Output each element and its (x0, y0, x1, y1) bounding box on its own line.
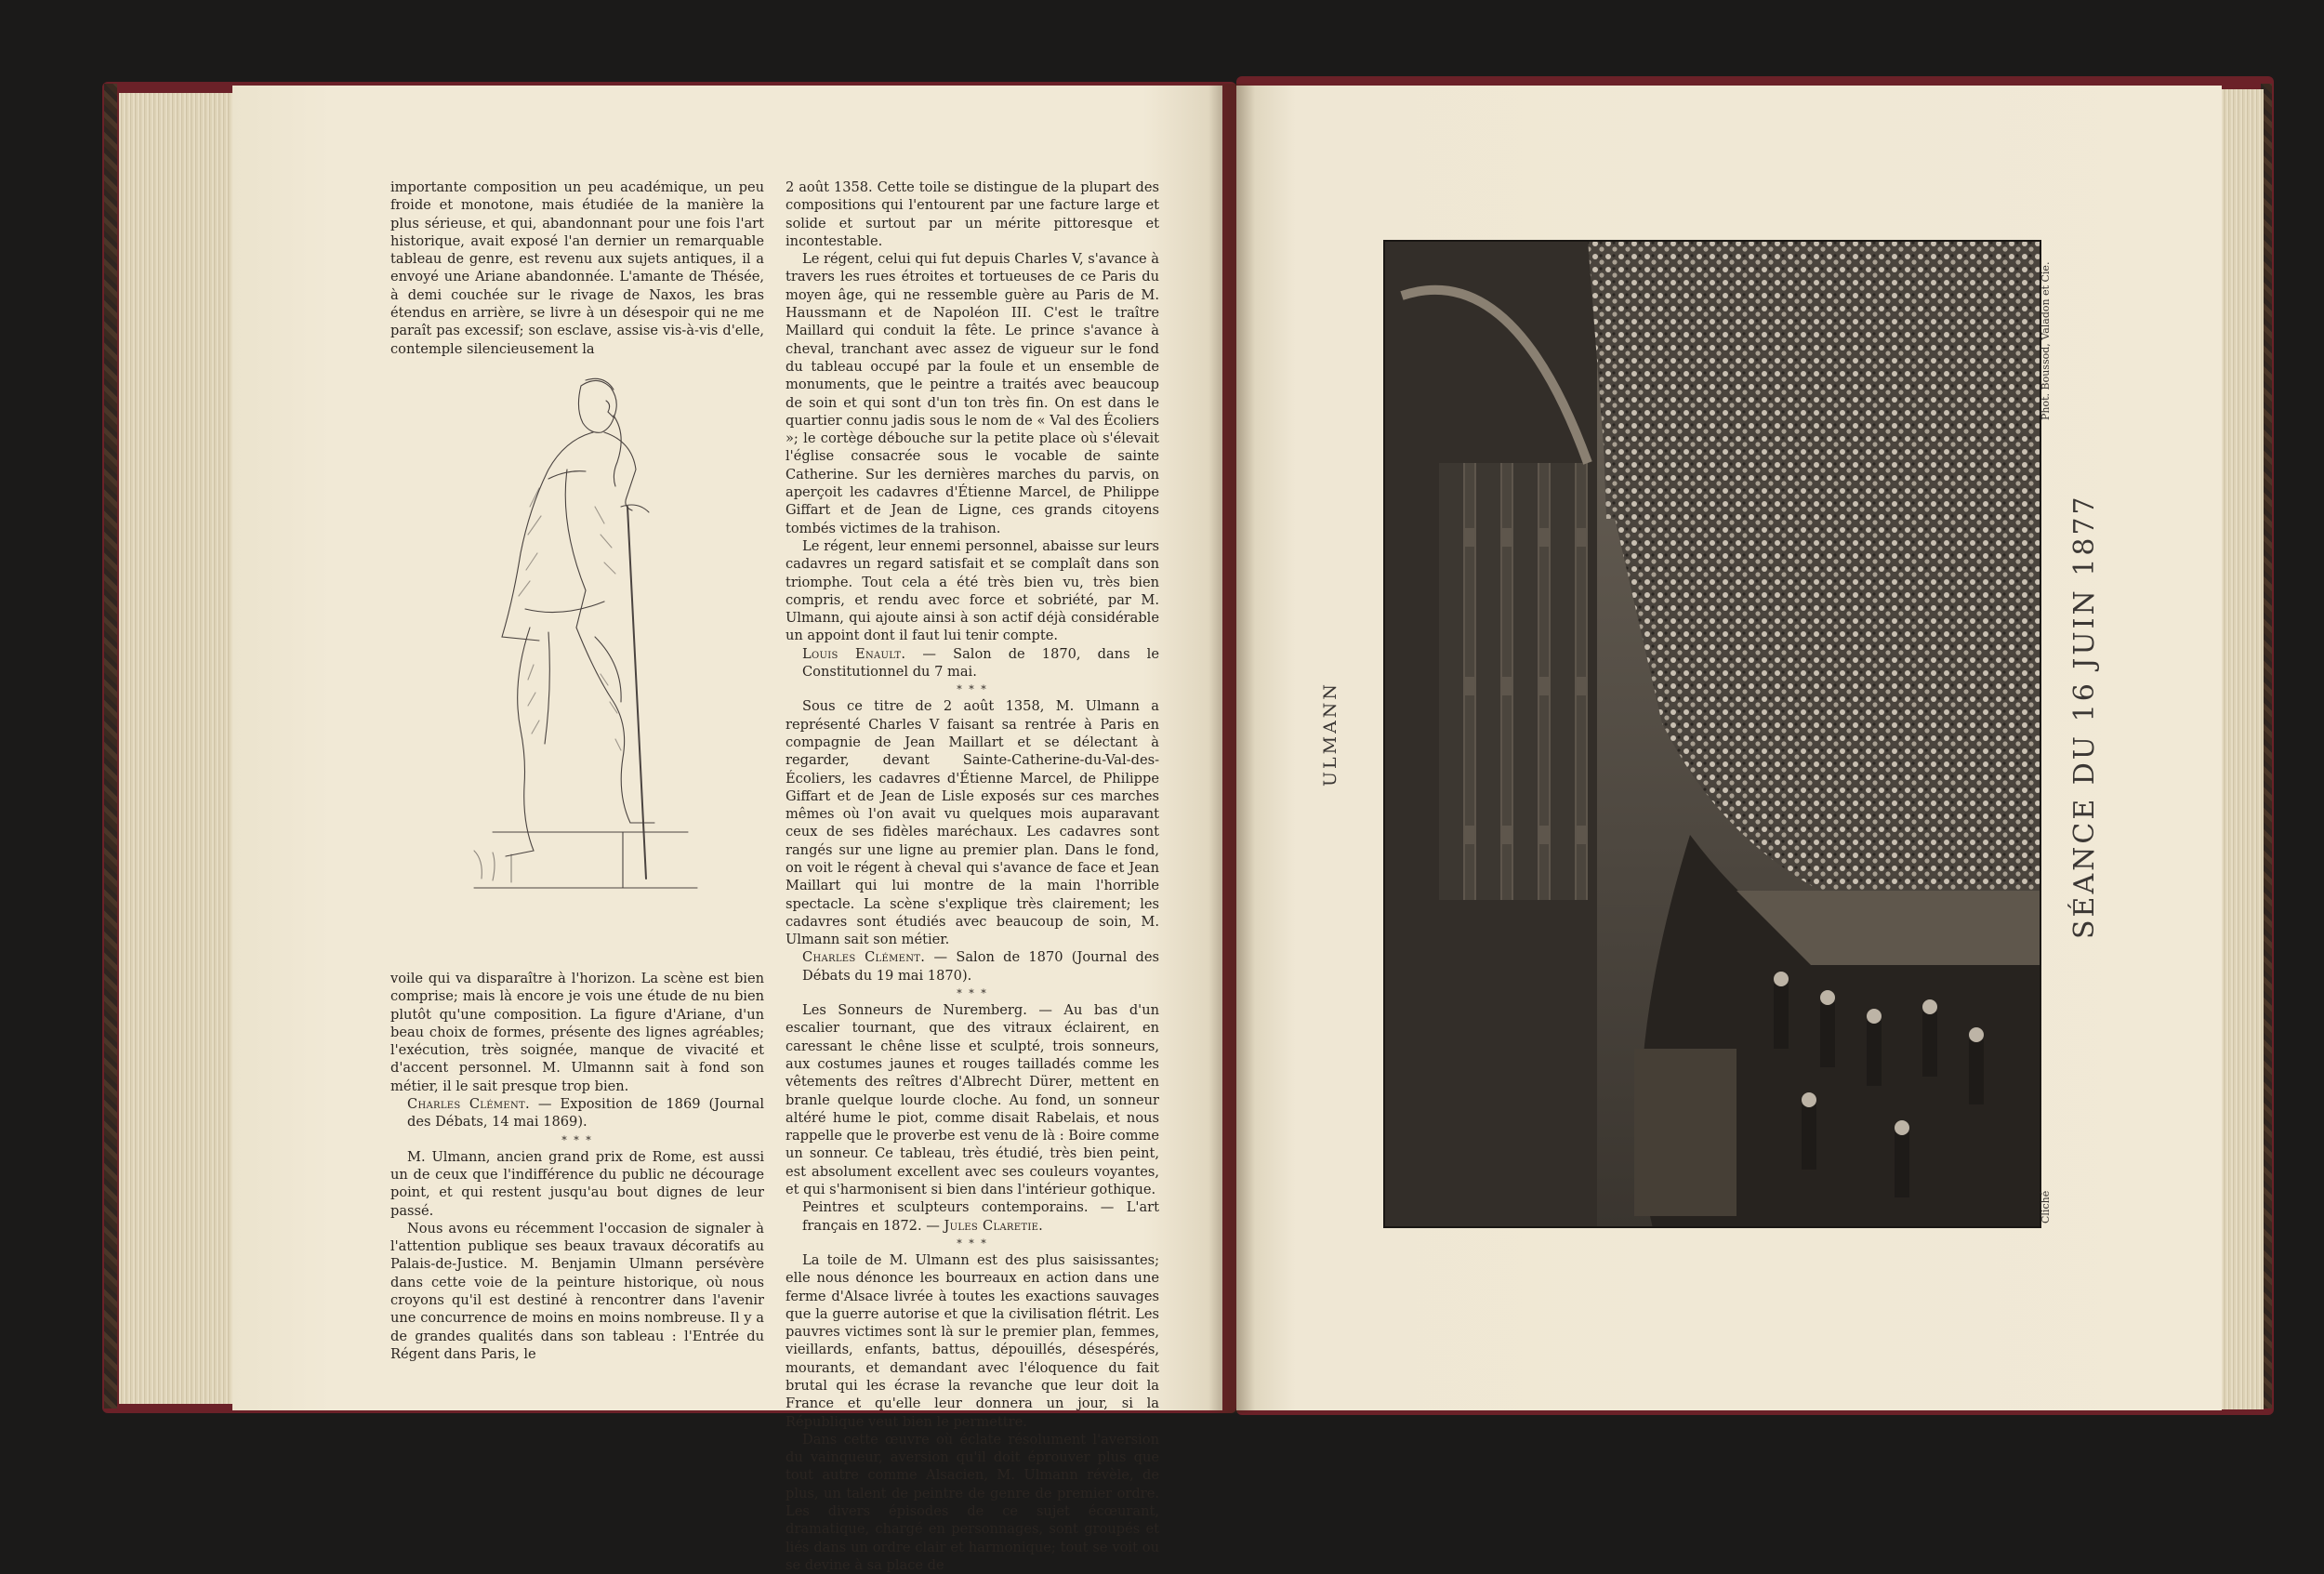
citation (786, 645, 1159, 681)
photo-credit: Phot. Boussod, Valadon et Cie. (2040, 261, 2052, 420)
citation-source: Peintres et sculpteurs contemporains. — L'art français en 1872. — (802, 1199, 1159, 1234)
text-column-2 (786, 179, 1159, 1574)
citation-source: — Salon de 1870 (Journal des Débats du 19 mai 1870). (802, 949, 1159, 984)
paragraph: Nous avons eu récemment l'occasion de signaler à l'attention publique ses beaux travaux décoratifs au Palais-de-Justice. M. Benjamin Ulmann persévère dans cette voie de la peinture historique, où nous croyons qu'il est destiné à rencontrer dans l'avenir une concurrence de moins en moins nombreuse. Il y a de grandes qualités dans son tableau : l'Entrée du Régent dans Paris, le (390, 1220, 764, 1362)
paragraph: M. Ulmann, ancien grand prix de Rome, est aussi un de ceux que l'indifférence du public ne décourage point, et qui restent jusqu'au bout dignes de leur passé. (390, 1148, 764, 1219)
citation-author: Charles Clément. (802, 949, 926, 966)
standing-man-sketch-illustration (437, 367, 716, 916)
marbled-edge-left (104, 84, 117, 1409)
text-column-1-top (390, 179, 764, 358)
paragraph: Les Sonneurs de Nuremberg. — Au bas d'un escalier tournant, que des vitraux éclairent, en caressant le chêne lisse et sculpté, trois sonneurs, aux costumes jaunes et rouges tailladés comme les vêtements des reîtres d'Albrecht Dürer, mettent en branle quelque lourde cloche. Au fond, un sonneur altéré hume le piot, comme disait Rabelais, et nous rappelle que le proverbe est venu de là : Boire comme un sonneur. Ce tableau, très étudié, très bien peint, est absolument excellent avec ses couleurs voyantes, et qui s'harmonisent si bien dans l'intérieur gothique. (786, 1002, 1159, 1198)
citation (390, 1095, 764, 1131)
paragraph: Sous ce titre de 2 août 1358, M. Ulmann a représenté Charles V faisant sa rentrée à Paris en compagnie de Jean Maillart et se délectant à regarder, devant Sainte-Catherine-du-Val-des-Écoliers, les cadavres d'Étienne Marcel, de Philippe Giffart et de Jean de Lisle exposés sur ces marches mêmes où l'on avait vu quelques mois auparavant ceux de ses fidèles maréchaux. Les cadavres sont rangés sur une ligne au premier plan. Dans le fond, on voit le régent à cheval qui s'avance de face et Jean Maillart qui lui montre de la main l'horrible spectacle. La scène s'explique très clairement; les cadavres sont étudiés avec beaucoup de soin, M. Ulmann sait son métier. (786, 698, 1159, 948)
paragraph: 2 août 1358. Cette toile se distingue de la plupart des compositions qui l'entourent par une facture large et solide et surtout par un mérite pittoresque et incontestable. (786, 179, 1159, 249)
book-gutter (1208, 84, 1255, 1413)
separator-stars: * * * (957, 1237, 988, 1250)
paragraph: importante composition un peu académique, un peu froide et monotone, mais étudiée de la manière la plus sérieuse, et qui, abandonnant pour une fois l'art historique, avait exposé l'an dernier un remarquable tableau de genre, est revenu aux sujets antiques, il a envoyé une Ariane abandonnée. L'amante de Thésée, à demi couchée sur le rivage de Naxos, les bras étendus en arrière, se livre à un désespoir qui ne me paraît pas excessif; son esclave, assise vis-à-vis d'elle, contemple silencieusement la (390, 179, 764, 357)
paragraph: La toile de M. Ulmann est des plus saisissantes; elle nous dénonce les bourreaux en action dans une ferme d'Alsace livrée à toutes les exactions sauvages que la guerre autorise et que la civilisation flétrit. Les pauvres victimes sont là sur le premier plan, femmes, vieillards, enfants, battus, dépouillés, désespérés, mourants, et demandant avec l'éloquence du fait brutal qui les écrase la revanche que leur doit la France et qu'elle leur donnera un jour, si la République veut bien le permettre. (786, 1251, 1159, 1430)
cliche-credit: Cliché (2040, 1190, 2052, 1223)
plate-title: SÉANCE DU 16 JUIN 1877 (2068, 494, 2101, 939)
paragraph: Le régent, leur ennemi personnel, abaisse sur leurs cadavres un regard satisfait et se complaît dans son triomphe. Tout cela a été très bien vu, très bien compris, et rendu avec force et sobriété, par M. Ulmann, qui ajoute ainsi à son actif déjà considérable un appoint dont il faut lui tenir compte. (786, 537, 1159, 644)
paragraph: voile qui va disparaître à l'horizon. La scène est bien comprise; mais là encore je vois une étude de nu bien plutôt qu'une composition. La figure d'Ariane, d'un beau choix de formes, présente des lignes agréables; l'exécution, très soignée, manque de vivacité et d'accent personnel. M. Ulmannn sait à fond son métier, il le sait presque trop bien. (390, 971, 764, 1094)
separator-stars: * * * (957, 683, 988, 696)
separator-stars: * * * (957, 987, 988, 1000)
citation-author: Charles Clément. (407, 1096, 530, 1113)
assembly-hall-photograph (1383, 240, 2041, 1228)
citation-source: — Exposition de 1869 (Journal des Débats, 14 mai 1869). (407, 1096, 764, 1131)
citation (786, 948, 1159, 985)
citation (786, 1198, 1159, 1235)
citation-source: — Salon de 1870, dans le Constitutionnel du 7 mai. (802, 645, 1159, 681)
paragraph: Dans cette œuvre où éclate résolument l'aversion du vainqueur, aversion qu'il doit éprouver plus que tout autre comme Alsacien, M. Ulmann révèle, de plus, un talent de peintre de genre de premier ordre. Les divers épisodes de ce sujet écœurant, dramatique, chargé en personnages, sont groupés et liés dans un ordre clair et harmonique; tout se voit ou se devine à sa place de (786, 1431, 1159, 1573)
page-stack-left (119, 93, 240, 1404)
text-column-1-bottom (390, 970, 764, 1363)
artist-caption: ULMANN (1320, 681, 1340, 787)
citation-author: Louis Enault. (802, 645, 906, 662)
citation-author: Jules Claretie. (944, 1217, 1044, 1234)
paragraph: Le régent, celui qui fut depuis Charles V, s'avance à travers les rues étroites et tortueuses de ce Paris du moyen âge, qui ne ressemble guère au Paris de M. Haussmann et de Napoléon III. C'est le traître Maillard qui conduit la fête. Le prince s'avance à cheval, tranchant avec assez de vigueur sur le fond du tableau occupé par la foule et un ensemble de monuments, que le peintre a traités avec beaucoup de soin et qui sont d'un ton très fin. On est dans le quartier connu jadis sous le nom de « Val des Écoliers »; le cortège débouche sur la petite place où s'élevait l'église consacrée sous le vocable de sainte Catherine. Sur les dernières marches du parvis, on aperçoit les cadavres d'Étienne Marcel, de Philippe Giffart et de Jean de Ligne, ces grands citoyens tombés victimes de la trahison. (786, 251, 1159, 536)
separator-stars: * * * (561, 1133, 593, 1146)
